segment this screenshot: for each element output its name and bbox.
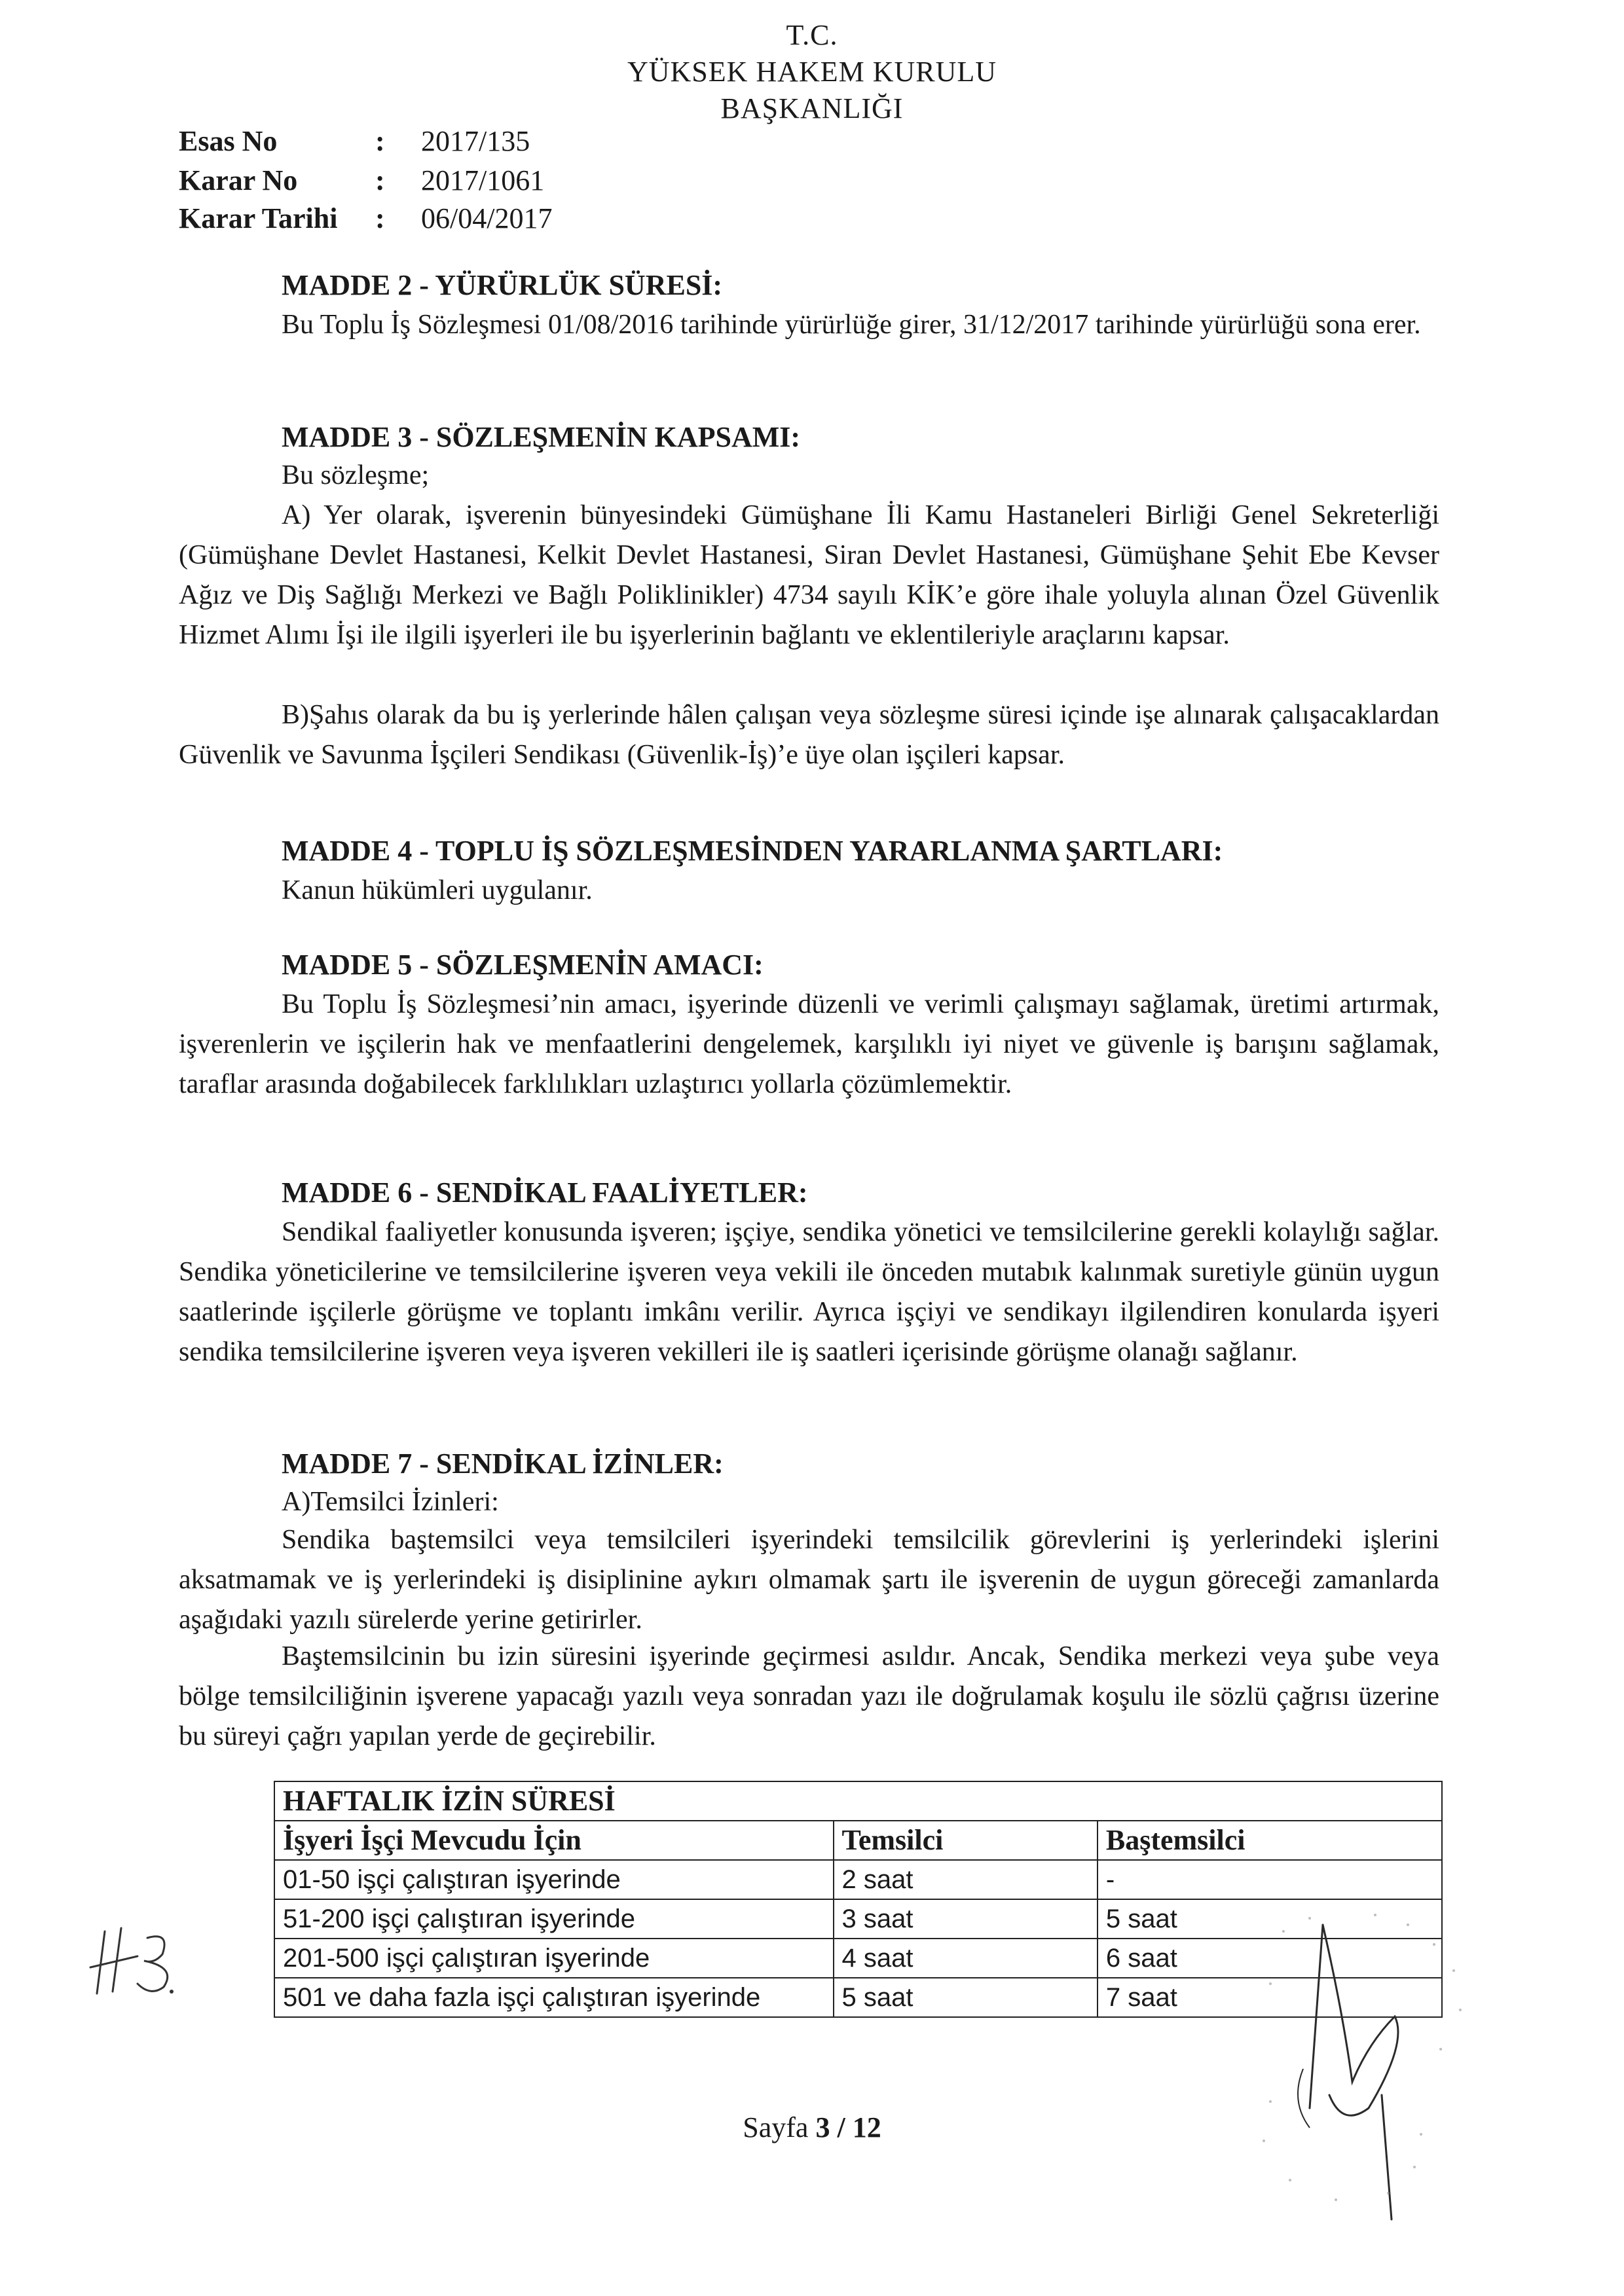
madde-7-paragraph-1: Sendika baştemsilci veya temsilcileri işyerindeki temsilcilik görevlerini iş yerlerindeki işlerini aksatmamak ve iş yerlerindeki iş disiplinine aykırı olmamak şartı ile işverenin de uygun göreceği zamanlarda aşağıdaki yazılı sürelerde yerine getirirler. [179,1525,1439,1635]
meta-sep: : [375,125,385,157]
madde-7-title: MADDE 7 - SENDİKAL İZİNLER: [282,1448,724,1480]
table-cell: 3 saat [834,1899,1098,1939]
madde-7-text-2 [179,1637,1439,1757]
page-number [0,2109,1624,2146]
table-header-cell: Baştemsilci [1098,1821,1442,1860]
table-cell: 01-50 işçi çalıştıran işyerinde [274,1860,834,1899]
meta-key: Karar No [179,164,298,196]
madde-3-a [179,496,1439,655]
madde-5-paragraph: Bu Toplu İş Sözleşmesi’nin amacı, işyerinde düzenli ve verimli çalışmayı sağlamak, üretimi artırmak, işverenlerin ve işçilerin hak ve menfaatlerini dengelemek, karşılıklı iyi niyet ve güvenle iş barışını sağlamak, taraflar arasında doğabilecek farklılıkları uzlaştırıcı yollarla çözümlemektir. [179,989,1439,1099]
meta-value: 2017/1061 [421,164,545,196]
madde-3-intro: Bu sözleşme; [282,460,430,490]
table-header-row [274,1821,1442,1860]
table-header-cell: İşyeri İşçi Mevcudu İçin [274,1821,834,1860]
handwritten-initials-icon [85,1918,183,2003]
madde-6-title: MADDE 6 - SENDİKAL FAALİYETLER: [282,1176,808,1209]
meta-value: 06/04/2017 [421,202,553,234]
madde-2-paragraph: Bu Toplu İş Sözleşmesi 01/08/2016 tarihinde yürürlüğe girer, 31/12/2017 tarihinde yürürlüğü sona erer. [282,310,1421,340]
madde-4-text: Kanun hükümleri uygulanır. [282,875,593,905]
table-title-row [274,1781,1442,1821]
madde-3-b [179,695,1439,775]
madde-2-title: MADDE 2 - YÜRÜRLÜK SÜRESİ: [282,269,723,301]
header-org: YÜKSEK HAKEM KURULU [627,56,997,88]
meta-esas-no [179,120,530,162]
header-tc: T.C. [786,19,838,51]
table-cell: 5 saat [1098,1899,1442,1939]
meta-value: 2017/135 [421,125,530,157]
madde-5-title: MADDE 5 - SÖZLEŞMENİN AMACI: [282,949,764,981]
madde-7-text-1 [179,1520,1439,1640]
table-cell: 5 saat [834,1978,1098,2017]
page-value: 3 / 12 [815,2111,881,2143]
meta-sep: : [375,202,385,234]
table-cell: 51-200 işçi çalıştıran işyerinde [274,1899,834,1939]
meta-karar-no [179,160,544,202]
meta-key: Karar Tarihi [179,202,338,234]
table-cell [274,1978,834,2017]
madde-6-text [179,1212,1439,1372]
madde-2-text [179,305,1439,345]
table-cell: - [1098,1860,1442,1899]
madde-5-text [179,985,1439,1104]
meta-sep: : [375,164,385,196]
header-dept: BAŞKANLIĞI [720,92,904,124]
table-cell-text: 501 ve daha fazla işçi çalıştıran işyerinde [283,1983,761,2012]
table-cell: 2 saat [834,1860,1098,1899]
madde-3-title: MADDE 3 - SÖZLEŞMENİN KAPSAMI: [282,421,801,453]
madde-7-subtitle: A)Temsilci İzinleri: [282,1487,499,1517]
table-cell: 201-500 işçi çalıştıran işyerinde [274,1939,834,1978]
madde-4-title: MADDE 4 - TOPLU İŞ SÖZLEŞMESİNDEN YARARLANMA ŞARTLARI: [282,835,1223,867]
table-title: HAFTALIK İZİN SÜRESİ [274,1781,1442,1821]
meta-key: Esas No [179,125,278,157]
table-cell: 4 saat [834,1939,1098,1978]
table-row [274,1860,1442,1899]
madde-3-b-paragraph: B)Şahıs olarak da bu iş yerlerinde hâlen çalışan veya sözleşme süresi içinde işe alınarak çalışacaklardan Güvenlik ve Savunma İşçileri Sendikası (Güvenlik-İş)’e üye olan işçileri kapsar. [179,700,1439,770]
madde-3-a-paragraph: A) Yer olarak, işverenin bünyesindeki Gümüşhane İli Kamu Hastaneleri Birliği Genel Sekreterliği (Gümüşhane Devlet Hastanesi, Kelkit Devlet Hastanesi, Siran Devlet Hastanesi, Gümüşhane Şehit Ebe Kevser Ağız ve Diş Sağlığı Merkezi ve Bağlı Poliklinikler) 4734 sayılı KİK’e göre ihale yoluyla alınan Özel Güvenlik Hizmet Alımı İşi ile ilgili işyerleri ile bu işyerlerinin bağlantı ve eklentileriyle araçlarını kapsar. [179,500,1439,650]
table-cell: 7 saat [1098,1978,1442,2017]
madde-7-paragraph-2: Baştemsilcinin bu izin süresini işyerinde geçirmesi asıldır. Ancak, Sendika merkezi veya şube veya bölge temsilciliğinin işverene yapacağı yazılı veya sonradan yazı ile doğrulamak koşulu ile sözlü çağrısı üzerine bu süreyi çağrı yapılan yerde de geçirebilir. [179,1641,1439,1751]
page-label: Sayfa [743,2111,809,2143]
table-header-cell: Temsilci [834,1821,1098,1860]
meta-karar-tarihi [179,198,552,240]
stamp-trace-icon [1244,1905,1493,2219]
madde-6-paragraph: Sendikal faaliyetler konusunda işveren; işçiye, sendika yönetici ve temsilcilerine gerekli kolaylığı sağlar. Sendika yöneticilerine ve temsilcilerine işveren veya vekili ile önceden mutabık kalınmak suretiyle günün uygun saatlerinde işçilerle görüşme ve toplantı imkânı verilir. Ayrıca işçiyi ve sendikayı ilgilendiren konularda işyeri sendika temsilcilerine işveren veya işveren vekilleri ile iş saatleri içerisinde görüşme olanağı sağlanır. [179,1217,1439,1367]
table-cell: 6 saat [1098,1939,1442,1978]
